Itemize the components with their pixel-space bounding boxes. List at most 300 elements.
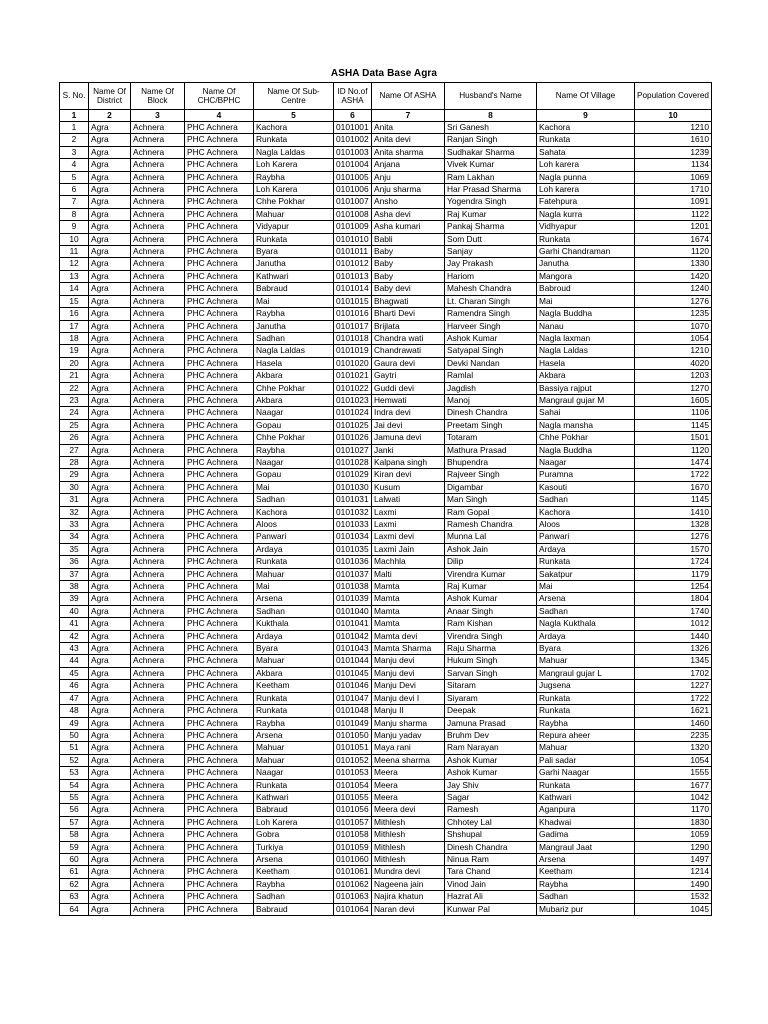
serial-no-cell: 1 (60, 122, 89, 134)
sub-centre-cell: Aloos (254, 519, 334, 531)
serial-no-cell: 32 (60, 506, 89, 518)
asha-name-cell: Indra devi (372, 407, 445, 419)
serial-no-cell: 38 (60, 581, 89, 593)
asha-name-cell: Asha devi (372, 208, 445, 220)
husband-name-cell: Ramlal (445, 370, 537, 382)
chc-bphc-cell: PHC Achnera (185, 345, 254, 357)
chc-bphc-cell: PHC Achnera (185, 308, 254, 320)
chc-bphc-cell: PHC Achnera (185, 903, 254, 915)
chc-bphc-cell: PHC Achnera (185, 494, 254, 506)
population-cell: 1122 (635, 208, 712, 220)
table-row (60, 742, 712, 754)
table-row (60, 171, 712, 183)
village-cell: Nanau (537, 320, 635, 332)
chc-bphc-cell: PHC Achnera (185, 593, 254, 605)
district-cell: Agra (89, 531, 131, 543)
sub-centre-cell: Runkata (254, 779, 334, 791)
husband-name-cell: Ramendra Singh (445, 308, 537, 320)
district-cell: Agra (89, 432, 131, 444)
chc-bphc-cell: PHC Achnera (185, 134, 254, 146)
population-cell: 1605 (635, 394, 712, 406)
husband-name-cell: Man Singh (445, 494, 537, 506)
asha-name-cell: Kusum (372, 481, 445, 493)
table-row (60, 456, 712, 468)
population-cell: 1012 (635, 618, 712, 630)
asha-name-cell: Jai devi (372, 419, 445, 431)
serial-no-cell: 23 (60, 394, 89, 406)
population-cell: 1532 (635, 891, 712, 903)
husband-name-cell: Bruhm Dev (445, 729, 537, 741)
asha-id-cell: 0101058 (334, 829, 372, 841)
header-cell: ID No.of ASHA (334, 83, 372, 110)
table-row (60, 506, 712, 518)
sub-centre-cell: Mahuar (254, 742, 334, 754)
chc-bphc-cell: PHC Achnera (185, 630, 254, 642)
village-cell: Garhi Naagar (537, 767, 635, 779)
husband-name-cell: Ramesh Chandra (445, 519, 537, 531)
block-cell: Achnera (131, 382, 185, 394)
husband-name-cell: Devki Nandan (445, 357, 537, 369)
asha-name-cell: Janki (372, 444, 445, 456)
chc-bphc-cell: PHC Achnera (185, 419, 254, 431)
table-row (60, 729, 712, 741)
table-row (60, 643, 712, 655)
sub-centre-cell: Gopau (254, 469, 334, 481)
serial-no-cell: 6 (60, 184, 89, 196)
serial-no-cell: 7 (60, 196, 89, 208)
sub-centre-cell: Panwari (254, 531, 334, 543)
village-cell: Kasouti (537, 481, 635, 493)
block-cell: Achnera (131, 270, 185, 282)
asha-name-cell: Mamta (372, 605, 445, 617)
sub-centre-cell: Kathwari (254, 791, 334, 803)
village-cell: Runkata (537, 556, 635, 568)
block-cell: Achnera (131, 655, 185, 667)
asha-id-cell: 0101012 (334, 258, 372, 270)
sub-centre-cell: Chhe Pokhar (254, 432, 334, 444)
sub-centre-cell: Janutha (254, 320, 334, 332)
chc-bphc-cell: PHC Achnera (185, 841, 254, 853)
column-number: 9 (537, 110, 635, 122)
block-cell: Achnera (131, 233, 185, 245)
population-cell: 1239 (635, 146, 712, 158)
chc-bphc-cell: PHC Achnera (185, 754, 254, 766)
village-cell: Nagla kurra (537, 208, 635, 220)
husband-name-cell: Ashok Kumar (445, 593, 537, 605)
sub-centre-cell: Hasela (254, 357, 334, 369)
village-cell: Sakatpur (537, 568, 635, 580)
asha-id-cell: 0101061 (334, 866, 372, 878)
village-cell: Janutha (537, 258, 635, 270)
village-cell: Naagar (537, 456, 635, 468)
block-cell: Achnera (131, 742, 185, 754)
district-cell: Agra (89, 630, 131, 642)
asha-name-cell: Mamta devi (372, 630, 445, 642)
block-cell: Achnera (131, 593, 185, 605)
asha-id-cell: 0101056 (334, 804, 372, 816)
table-row (60, 444, 712, 456)
sub-centre-cell: Naagar (254, 767, 334, 779)
asha-name-cell: Chandrawati (372, 345, 445, 357)
asha-id-cell: 0101016 (334, 308, 372, 320)
table-row (60, 829, 712, 841)
asha-id-cell: 0101059 (334, 841, 372, 853)
sub-centre-cell: Akbara (254, 667, 334, 679)
husband-name-cell: Sanjay (445, 246, 537, 258)
village-cell: Runkata (537, 134, 635, 146)
asha-id-cell: 0101007 (334, 196, 372, 208)
village-cell: Nagla Kukthala (537, 618, 635, 630)
serial-no-cell: 22 (60, 382, 89, 394)
table-row (60, 605, 712, 617)
asha-id-cell: 0101008 (334, 208, 372, 220)
block-cell: Achnera (131, 618, 185, 630)
table-row (60, 903, 712, 915)
asha-name-cell: Mithlesh (372, 841, 445, 853)
husband-name-cell: Kunwar Pal (445, 903, 537, 915)
table-row (60, 320, 712, 332)
serial-no-cell: 9 (60, 221, 89, 233)
husband-name-cell: Lt. Charan Singh (445, 295, 537, 307)
serial-no-cell: 26 (60, 432, 89, 444)
district-cell: Agra (89, 345, 131, 357)
asha-id-cell: 0101032 (334, 506, 372, 518)
asha-id-cell: 0101042 (334, 630, 372, 642)
block-cell: Achnera (131, 717, 185, 729)
district-cell: Agra (89, 221, 131, 233)
asha-id-cell: 0101022 (334, 382, 372, 394)
chc-bphc-cell: PHC Achnera (185, 146, 254, 158)
husband-name-cell: Harveer Singh (445, 320, 537, 332)
asha-id-cell: 0101004 (334, 159, 372, 171)
header-cell: Name Of Sub-Centre (254, 83, 334, 110)
table-row (60, 853, 712, 865)
block-cell: Achnera (131, 680, 185, 692)
village-cell: Nagla laxman (537, 332, 635, 344)
asha-id-cell: 0101041 (334, 618, 372, 630)
table-row (60, 345, 712, 357)
table-row (60, 680, 712, 692)
table-row (60, 246, 712, 258)
sub-centre-cell: Turkiya (254, 841, 334, 853)
population-cell: 1410 (635, 506, 712, 518)
chc-bphc-cell: PHC Achnera (185, 295, 254, 307)
table-row (60, 469, 712, 481)
block-cell: Achnera (131, 531, 185, 543)
asha-name-cell: Baby (372, 258, 445, 270)
chc-bphc-cell: PHC Achnera (185, 643, 254, 655)
population-cell: 1276 (635, 295, 712, 307)
serial-no-cell: 46 (60, 680, 89, 692)
village-cell: Babroud (537, 283, 635, 295)
sub-centre-cell: Mahuar (254, 208, 334, 220)
header-cell: S. No. (60, 83, 89, 110)
block-cell: Achnera (131, 171, 185, 183)
village-cell: Gadima (537, 829, 635, 841)
sub-centre-cell: Akbara (254, 394, 334, 406)
husband-name-cell: Preetam Singh (445, 419, 537, 431)
serial-no-cell: 33 (60, 519, 89, 531)
village-cell: Mai (537, 581, 635, 593)
block-cell: Achnera (131, 754, 185, 766)
block-cell: Achnera (131, 444, 185, 456)
village-cell: Nagla punna (537, 171, 635, 183)
serial-no-cell: 17 (60, 320, 89, 332)
column-number-row (60, 110, 712, 122)
husband-name-cell: Dinesh Chandra (445, 407, 537, 419)
village-cell: Sahata (537, 146, 635, 158)
sub-centre-cell: Kachora (254, 506, 334, 518)
asha-name-cell: Laxmi devi (372, 531, 445, 543)
asha-name-cell: Meera devi (372, 804, 445, 816)
chc-bphc-cell: PHC Achnera (185, 432, 254, 444)
sub-centre-cell: Akbara (254, 370, 334, 382)
serial-no-cell: 55 (60, 791, 89, 803)
serial-no-cell: 60 (60, 853, 89, 865)
population-cell: 1070 (635, 320, 712, 332)
asha-id-cell: 0101040 (334, 605, 372, 617)
husband-name-cell: Chhotey Lal (445, 816, 537, 828)
asha-name-cell: Asha kumari (372, 221, 445, 233)
table-row (60, 481, 712, 493)
table-row (60, 593, 712, 605)
sub-centre-cell: Naagar (254, 407, 334, 419)
sub-centre-cell: Mahuar (254, 754, 334, 766)
table-row (60, 196, 712, 208)
sub-centre-cell: Loh Karera (254, 159, 334, 171)
asha-id-cell: 0101063 (334, 891, 372, 903)
sub-centre-cell: Raybha (254, 171, 334, 183)
population-cell: 1170 (635, 804, 712, 816)
serial-no-cell: 58 (60, 829, 89, 841)
chc-bphc-cell: PHC Achnera (185, 481, 254, 493)
table-row (60, 878, 712, 890)
serial-no-cell: 54 (60, 779, 89, 791)
table-row (60, 122, 712, 134)
sub-centre-cell: Keetham (254, 680, 334, 692)
serial-no-cell: 8 (60, 208, 89, 220)
population-cell: 1674 (635, 233, 712, 245)
village-cell: Mubariz pur (537, 903, 635, 915)
asha-id-cell: 0101011 (334, 246, 372, 258)
serial-no-cell: 29 (60, 469, 89, 481)
table-body (60, 122, 712, 916)
asha-id-cell: 0101045 (334, 667, 372, 679)
asha-name-cell: Baby devi (372, 283, 445, 295)
husband-name-cell: Ashok Kumar (445, 754, 537, 766)
block-cell: Achnera (131, 208, 185, 220)
block-cell: Achnera (131, 196, 185, 208)
district-cell: Agra (89, 717, 131, 729)
population-cell: 1054 (635, 332, 712, 344)
population-cell: 1203 (635, 370, 712, 382)
district-cell: Agra (89, 754, 131, 766)
sub-centre-cell: Kachora (254, 122, 334, 134)
husband-name-cell: Munna Lal (445, 531, 537, 543)
asha-id-cell: 0101054 (334, 779, 372, 791)
table-row (60, 692, 712, 704)
husband-name-cell: Hazrat Ali (445, 891, 537, 903)
block-cell: Achnera (131, 184, 185, 196)
block-cell: Achnera (131, 432, 185, 444)
population-cell: 1420 (635, 270, 712, 282)
district-cell: Agra (89, 568, 131, 580)
asha-name-cell: Lalwati (372, 494, 445, 506)
population-cell: 2235 (635, 729, 712, 741)
asha-name-cell: Manju devi I (372, 692, 445, 704)
serial-no-cell: 21 (60, 370, 89, 382)
sub-centre-cell: Raybha (254, 444, 334, 456)
population-cell: 1830 (635, 816, 712, 828)
asha-id-cell: 0101018 (334, 332, 372, 344)
table-row (60, 543, 712, 555)
asha-name-cell: Guddi devi (372, 382, 445, 394)
population-cell: 1091 (635, 196, 712, 208)
table-row (60, 419, 712, 431)
chc-bphc-cell: PHC Achnera (185, 196, 254, 208)
sub-centre-cell: Mai (254, 295, 334, 307)
table-row (60, 494, 712, 506)
asha-id-cell: 0101026 (334, 432, 372, 444)
table-row (60, 332, 712, 344)
block-cell: Achnera (131, 643, 185, 655)
asha-name-cell: Mamta (372, 593, 445, 605)
husband-name-cell: Som Dutt (445, 233, 537, 245)
block-cell: Achnera (131, 891, 185, 903)
husband-name-cell: Ashok Jain (445, 543, 537, 555)
sub-centre-cell: Sadhan (254, 605, 334, 617)
district-cell: Agra (89, 246, 131, 258)
block-cell: Achnera (131, 456, 185, 468)
husband-name-cell: Pankaj Sharma (445, 221, 537, 233)
sub-centre-cell: Arsena (254, 853, 334, 865)
sub-centre-cell: Runkata (254, 134, 334, 146)
village-cell: Loh karera (537, 159, 635, 171)
population-cell: 1290 (635, 841, 712, 853)
asha-name-cell: Chandra wati (372, 332, 445, 344)
population-cell: 1440 (635, 630, 712, 642)
block-cell: Achnera (131, 767, 185, 779)
population-cell: 1134 (635, 159, 712, 171)
sub-centre-cell: Babraud (254, 804, 334, 816)
asha-id-cell: 0101009 (334, 221, 372, 233)
sub-centre-cell: Naagar (254, 456, 334, 468)
asha-id-cell: 0101049 (334, 717, 372, 729)
village-cell: Chhe Pokhar (537, 432, 635, 444)
chc-bphc-cell: PHC Achnera (185, 705, 254, 717)
district-cell: Agra (89, 258, 131, 270)
block-cell: Achnera (131, 804, 185, 816)
block-cell: Achnera (131, 816, 185, 828)
serial-no-cell: 3 (60, 146, 89, 158)
husband-name-cell: Deepak (445, 705, 537, 717)
husband-name-cell: Ram Narayan (445, 742, 537, 754)
sub-centre-cell: Arsena (254, 593, 334, 605)
sub-centre-cell: Mahuar (254, 568, 334, 580)
asha-id-cell: 0101047 (334, 692, 372, 704)
district-cell: Agra (89, 643, 131, 655)
village-cell: Arsena (537, 593, 635, 605)
village-cell: Loh karera (537, 184, 635, 196)
asha-name-cell: Manju sharma (372, 717, 445, 729)
table-row (60, 705, 712, 717)
serial-no-cell: 51 (60, 742, 89, 754)
table-row (60, 779, 712, 791)
sub-centre-cell: Byara (254, 643, 334, 655)
table-row (60, 159, 712, 171)
sub-centre-cell: Mai (254, 581, 334, 593)
population-cell: 1179 (635, 568, 712, 580)
block-cell: Achnera (131, 295, 185, 307)
asha-name-cell: Mamta (372, 618, 445, 630)
asha-id-cell: 0101010 (334, 233, 372, 245)
asha-name-cell: Manju devi (372, 667, 445, 679)
column-number: 2 (89, 110, 131, 122)
table-row (60, 568, 712, 580)
table-row (60, 394, 712, 406)
sub-centre-cell: Gopau (254, 419, 334, 431)
block-cell: Achnera (131, 146, 185, 158)
sub-centre-cell: Gobra (254, 829, 334, 841)
village-cell: Mahuar (537, 742, 635, 754)
village-cell: Aganpura (537, 804, 635, 816)
husband-name-cell: Satyapal Singh (445, 345, 537, 357)
table-row (60, 816, 712, 828)
serial-no-cell: 10 (60, 233, 89, 245)
district-cell: Agra (89, 233, 131, 245)
district-cell: Agra (89, 667, 131, 679)
sub-centre-cell: Ardaya (254, 630, 334, 642)
population-cell: 1328 (635, 519, 712, 531)
village-cell: Mangraul gujar M (537, 394, 635, 406)
population-cell: 1722 (635, 469, 712, 481)
husband-name-cell: Ashok Kumar (445, 767, 537, 779)
chc-bphc-cell: PHC Achnera (185, 444, 254, 456)
chc-bphc-cell: PHC Achnera (185, 891, 254, 903)
district-cell: Agra (89, 767, 131, 779)
asha-id-cell: 0101060 (334, 853, 372, 865)
chc-bphc-cell: PHC Achnera (185, 394, 254, 406)
sub-centre-cell: Byara (254, 246, 334, 258)
population-cell: 1490 (635, 878, 712, 890)
table-row (60, 184, 712, 196)
population-cell: 1740 (635, 605, 712, 617)
population-cell: 1702 (635, 667, 712, 679)
serial-no-cell: 36 (60, 556, 89, 568)
chc-bphc-cell: PHC Achnera (185, 680, 254, 692)
serial-no-cell: 42 (60, 630, 89, 642)
header-cell: Name Of Block (131, 83, 185, 110)
asha-name-cell: Gaytri (372, 370, 445, 382)
block-cell: Achnera (131, 122, 185, 134)
block-cell: Achnera (131, 407, 185, 419)
asha-name-cell: Laxmi Jain (372, 543, 445, 555)
district-cell: Agra (89, 543, 131, 555)
sub-centre-cell: Vidyapur (254, 221, 334, 233)
village-cell: Pali sadar (537, 754, 635, 766)
serial-no-cell: 2 (60, 134, 89, 146)
chc-bphc-cell: PHC Achnera (185, 531, 254, 543)
chc-bphc-cell: PHC Achnera (185, 667, 254, 679)
serial-no-cell: 41 (60, 618, 89, 630)
district-cell: Agra (89, 853, 131, 865)
village-cell: Sadhan (537, 891, 635, 903)
block-cell: Achnera (131, 866, 185, 878)
block-cell: Achnera (131, 320, 185, 332)
asha-name-cell: Jamuna devi (372, 432, 445, 444)
block-cell: Achnera (131, 370, 185, 382)
column-number: 5 (254, 110, 334, 122)
